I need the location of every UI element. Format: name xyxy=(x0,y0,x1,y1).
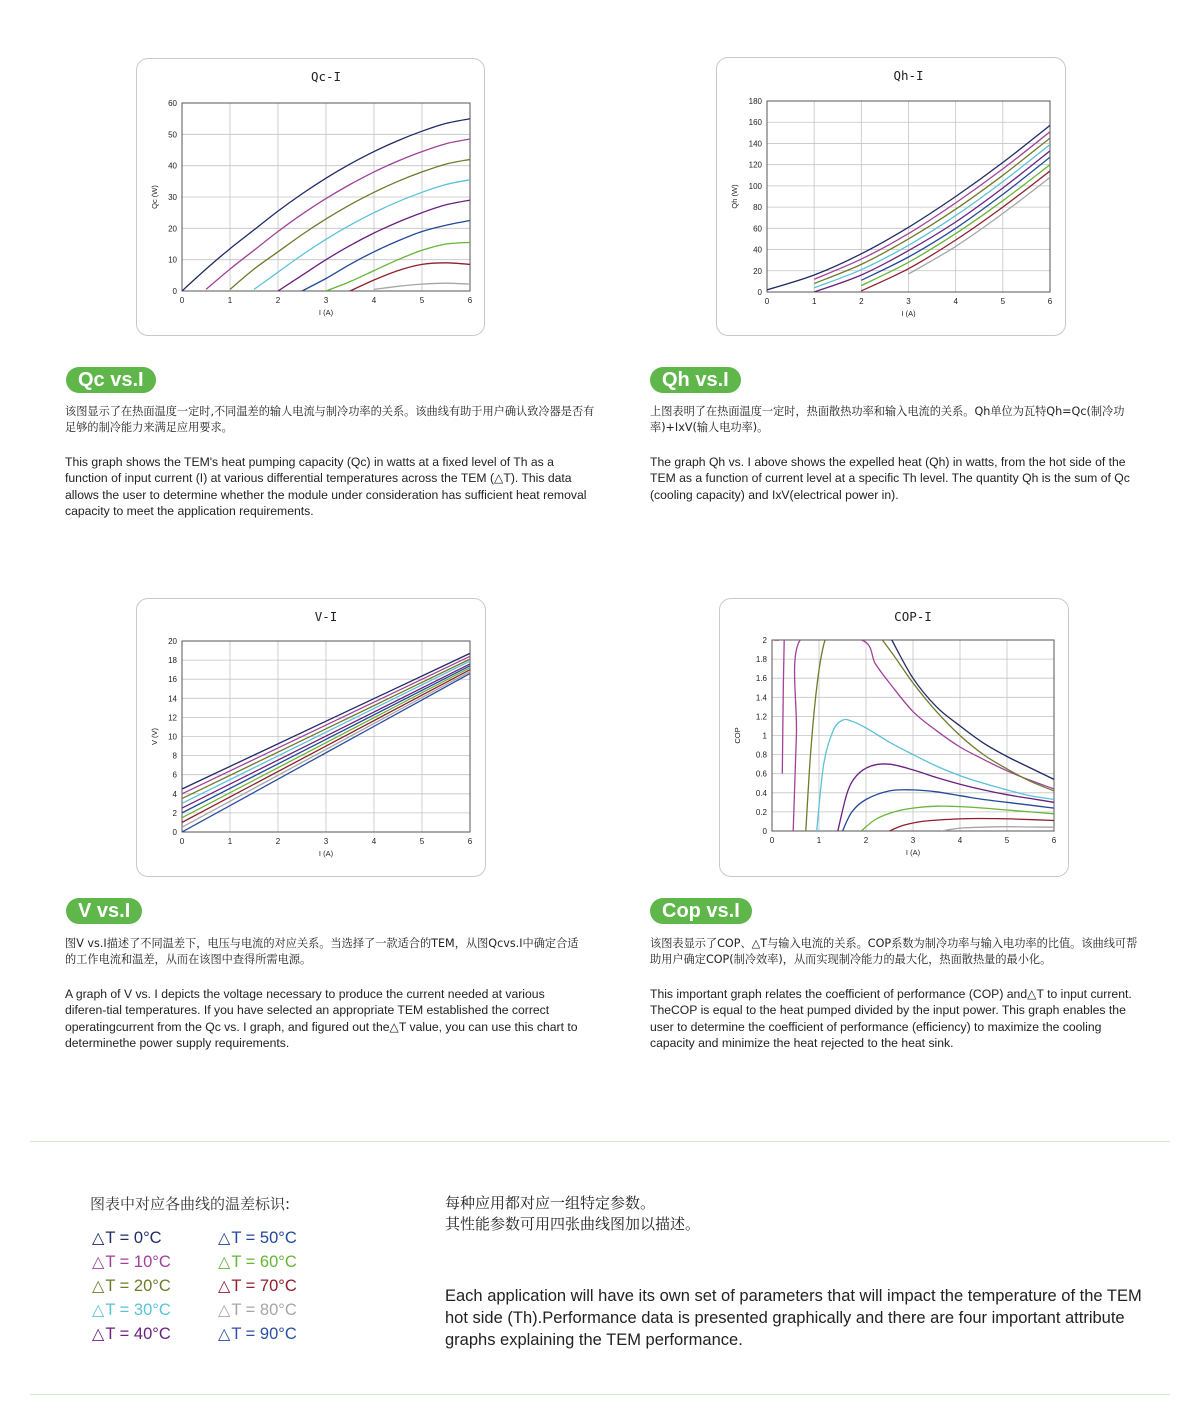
x-tick-label: 4 xyxy=(371,837,377,846)
delta-triangle-icon: △ xyxy=(218,1230,231,1247)
badge-cop-vs-i: Cop vs.I xyxy=(650,898,752,924)
x-tick-label: 6 xyxy=(1051,836,1057,845)
delta-triangle-icon: △ xyxy=(218,1254,231,1271)
chart-v-i-plot xyxy=(137,599,485,876)
x-tick-label: 4 xyxy=(953,297,958,306)
y-axis-label: Qc (W) xyxy=(150,185,159,209)
chart-v-i xyxy=(136,598,486,877)
y-tick-label: 20 xyxy=(753,266,762,276)
summary-zh-line-2: 其性能参数可用四张曲线图加以描述。 xyxy=(445,1215,701,1233)
desc-qc-vs-i-en: This graph shows the TEM's heat pumping capacity (Qc) in watts at a fixed level of Th as a function of input current (I) at various differential temperatures across the TEM (△T). This data allows the user to determine whether the module under consideration has sufficient heat removal capacity to meet the application requirements. xyxy=(65,454,587,519)
y-tick-label: 1.2 xyxy=(755,712,767,722)
chart-title: Qh-I xyxy=(893,68,924,83)
legend-item-dt-40 xyxy=(92,1324,171,1345)
x-tick-label: 3 xyxy=(323,837,329,846)
series-group xyxy=(774,611,1054,831)
badge-qc-vs-i: Qc vs.I xyxy=(66,367,156,393)
x-tick-label: 1 xyxy=(811,297,817,306)
y-axis-label: Qh (W) xyxy=(730,184,739,209)
legend-item-dt-90 xyxy=(218,1324,297,1345)
y-tick-label: 80 xyxy=(753,203,762,213)
series-line-1 xyxy=(782,640,784,774)
y-tick-label: 18 xyxy=(168,656,177,666)
x-tick-label: 6 xyxy=(467,296,473,305)
x-tick-label: 3 xyxy=(906,297,911,306)
y-tick-label: 2 xyxy=(762,636,767,645)
y-tick-label: 12 xyxy=(168,713,177,723)
x-tick-label: 5 xyxy=(1004,836,1010,845)
legend-item-label: T = 90°C xyxy=(231,1325,297,1343)
desc-qc-vs-i-zh: 该图显示了在热面温度一定时,不同温差的输人电流与制冷功率的关系。该曲线有助于用户确认致冷器是否有足够的制冷能力来满足应用要求。 xyxy=(65,405,595,435)
legend-item-label: T = 60°C xyxy=(231,1253,297,1271)
y-tick-label: 0 xyxy=(762,827,767,836)
desc-cop-vs-i-zh: 该图表显示了COP、△T与输入电流的关系。COP系数为制冷功率与输入电功率的比值。该曲线可帮助用户确定COP(制冷效率)，从而实现制冷能力的最大化，热面散热量的最小化。 xyxy=(650,937,1138,967)
divider-top xyxy=(30,1141,1170,1142)
x-tick-label: 1 xyxy=(227,296,233,305)
series-line-10 xyxy=(941,827,1054,831)
delta-triangle-icon: △ xyxy=(92,1254,105,1271)
legend-item-label: T = 50°C xyxy=(231,1229,297,1247)
legend-item-label: T = 10°C xyxy=(105,1253,171,1271)
summary-zh-line-1: 每种应用都对应一组特定参数。 xyxy=(445,1194,656,1212)
y-tick-label: 0.2 xyxy=(755,807,767,817)
x-tick-label: 3 xyxy=(910,836,916,845)
legend-item-dt-10 xyxy=(92,1252,171,1273)
delta-triangle-icon: △ xyxy=(218,1278,231,1295)
chart-cop-i xyxy=(719,598,1069,877)
x-axis-label: I (A) xyxy=(318,308,334,317)
y-tick-label: 60 xyxy=(753,224,762,234)
series-line-3 xyxy=(254,180,470,290)
y-tick-label: 1.4 xyxy=(755,693,767,703)
desc-qc-vs-i xyxy=(65,404,595,519)
desc-v-vs-i-en: A graph of V vs. I depicts the voltage necessary to produce the current needed at various diferen-tial temperatures. If you have selected an appropriate TEM established the correct operatingcurrent from the Qc vs. I graph, and figured out the△T value, you can use this chart to determinethe power supply requirements. xyxy=(65,986,578,1051)
x-tick-label: 3 xyxy=(323,296,329,305)
x-tick-label: 5 xyxy=(419,837,425,846)
chart-title: Qc-I xyxy=(310,69,342,84)
x-axis-label: I (A) xyxy=(901,309,916,318)
legend-item-dt-0 xyxy=(92,1228,162,1249)
y-tick-label: 10 xyxy=(168,732,177,742)
legend-item-dt-20 xyxy=(92,1276,171,1297)
y-tick-label: 100 xyxy=(748,181,762,191)
x-tick-label: 1 xyxy=(816,836,822,845)
y-tick-label: 30 xyxy=(168,193,177,202)
y-tick-label: 8 xyxy=(172,751,177,761)
legend-item-dt-30 xyxy=(92,1300,171,1321)
series-line-2 xyxy=(892,640,1054,779)
x-tick-label: 0 xyxy=(769,836,775,845)
y-tick-label: 20 xyxy=(168,224,177,234)
x-tick-label: 2 xyxy=(863,836,869,845)
series-line-7 xyxy=(843,790,1055,831)
summary xyxy=(445,1193,1165,1351)
x-tick-label: 4 xyxy=(371,296,377,305)
x-axis-label: I (A) xyxy=(318,849,334,858)
y-tick-label: 0.4 xyxy=(755,788,767,798)
y-tick-label: 20 xyxy=(168,637,177,646)
y-tick-label: 2 xyxy=(172,808,177,818)
series-line-4 xyxy=(806,611,1054,831)
x-tick-label: 2 xyxy=(275,837,281,846)
y-tick-label: 14 xyxy=(168,694,177,704)
y-tick-label: 0.8 xyxy=(755,750,767,760)
x-tick-label: 0 xyxy=(764,297,770,306)
divider-bottom xyxy=(30,1394,1170,1395)
x-tick-label: 5 xyxy=(1000,297,1006,306)
desc-v-vs-i xyxy=(65,936,580,1051)
y-axis-label: V (V) xyxy=(150,727,159,746)
legend-item-dt-80 xyxy=(218,1300,297,1321)
x-tick-label: 0 xyxy=(179,296,185,305)
delta-triangle-icon: △ xyxy=(92,1302,105,1319)
series-line-5 xyxy=(302,221,470,292)
badge-qh-vs-i: Qh vs.I xyxy=(650,367,741,393)
chart-qh-i-plot xyxy=(717,58,1065,335)
legend-title: 图表中对应各曲线的温差标识: xyxy=(90,1195,291,1213)
desc-qh-vs-i-en: The graph Qh vs. I above shows the expelled heat (Qh) in watts, from the hot side of the TEM as a function of current level at a specific Th level. The quantity Qh is the sum of Qc (cooling capacity) and IxV(electrical power in). xyxy=(650,454,1130,502)
chart-qc-i-plot xyxy=(137,59,484,335)
chart-cop-i-plot xyxy=(720,599,1068,876)
y-tick-label: 60 xyxy=(168,99,177,108)
y-tick-label: 0.6 xyxy=(755,769,767,779)
x-tick-label: 5 xyxy=(419,296,425,305)
legend-item-label: T = 30°C xyxy=(105,1301,171,1319)
y-tick-label: 1.6 xyxy=(755,674,767,684)
delta-triangle-icon: △ xyxy=(218,1326,231,1343)
y-tick-label: 160 xyxy=(748,118,762,128)
legend-item-label: T = 80°C xyxy=(231,1301,297,1319)
legend-item-label: T = 0°C xyxy=(105,1229,162,1247)
y-tick-label: 120 xyxy=(748,160,762,170)
chart-title: V-I xyxy=(314,609,338,624)
desc-v-vs-i-zh: 图V vs.I描述了不同温差下，电压与电流的对应关系。当选择了一款适合的TEM，从图Qcvs.I中确定合适的工作电流和温差，从而在该图中查得所需电源。 xyxy=(65,937,579,967)
desc-cop-vs-i xyxy=(650,936,1140,1051)
series-line-7 xyxy=(350,263,470,291)
legend-item-dt-60 xyxy=(218,1252,297,1273)
legend-item-label: T = 70°C xyxy=(231,1277,297,1295)
y-tick-label: 180 xyxy=(748,97,762,106)
desc-cop-vs-i-en: This important graph relates the coefficient of performance (COP) and△T to input current. TheCOP is equal to the heat pumped divided by the input power. This graph enables the user to determine the coefficient of performance (efficiency) to maximize the cooling capacity and minimize the heat rejected to the heat sink. xyxy=(650,986,1132,1051)
legend-item-dt-70 xyxy=(218,1276,297,1297)
desc-qh-vs-i xyxy=(650,404,1130,503)
delta-triangle-icon: △ xyxy=(92,1326,105,1343)
x-tick-label: 6 xyxy=(467,837,473,846)
series-line-1 xyxy=(206,139,470,289)
chart-title: COP-I xyxy=(894,609,932,624)
x-tick-label: 2 xyxy=(275,296,281,305)
legend-item-label: T = 20°C xyxy=(105,1277,171,1295)
y-tick-label: 0 xyxy=(757,288,762,297)
y-tick-label: 140 xyxy=(748,139,762,149)
y-tick-label: 1.8 xyxy=(755,655,767,665)
legend-item-label: T = 40°C xyxy=(105,1325,171,1343)
x-tick-label: 2 xyxy=(859,297,864,306)
chart-qh-i xyxy=(716,57,1066,336)
delta-triangle-icon: △ xyxy=(92,1278,105,1295)
summary-en: Each application will have its own set of parameters that will impact the temperature of the TEM hot side (Th).Performance data is presented graphically and there are four important attribute graphs explaining the TEM performance. xyxy=(445,1287,1142,1349)
y-tick-label: 40 xyxy=(753,245,762,255)
y-tick-label: 4 xyxy=(172,789,177,799)
delta-triangle-icon: △ xyxy=(92,1230,105,1247)
y-tick-label: 50 xyxy=(168,130,177,140)
x-tick-label: 1 xyxy=(227,837,233,846)
y-axis-label: COP xyxy=(733,727,742,744)
desc-qh-vs-i-zh: 上图表明了在热面温度一定时，热面散热功率和输入电流的关系。Qh单位为瓦特Qh=Qc(制冷功率)+IxV(输人电功率)。 xyxy=(650,405,1125,435)
x-tick-label: 6 xyxy=(1047,297,1053,306)
legend-item-dt-50 xyxy=(218,1228,297,1249)
y-tick-label: 10 xyxy=(168,255,177,265)
y-tick-label: 0 xyxy=(172,828,177,837)
x-axis-label: I (A) xyxy=(905,848,921,857)
y-tick-label: 1 xyxy=(762,731,767,741)
y-tick-label: 0 xyxy=(172,287,177,296)
delta-triangle-icon: △ xyxy=(218,1302,231,1319)
y-tick-label: 16 xyxy=(168,675,177,685)
y-tick-label: 40 xyxy=(168,161,177,171)
y-tick-label: 6 xyxy=(172,770,177,780)
chart-qc-i xyxy=(136,58,485,336)
x-tick-label: 4 xyxy=(957,836,963,845)
series-line-9 xyxy=(890,818,1055,831)
x-tick-label: 0 xyxy=(179,837,185,846)
badge-v-vs-i: V vs.I xyxy=(66,898,142,924)
series-line-2 xyxy=(230,159,470,289)
